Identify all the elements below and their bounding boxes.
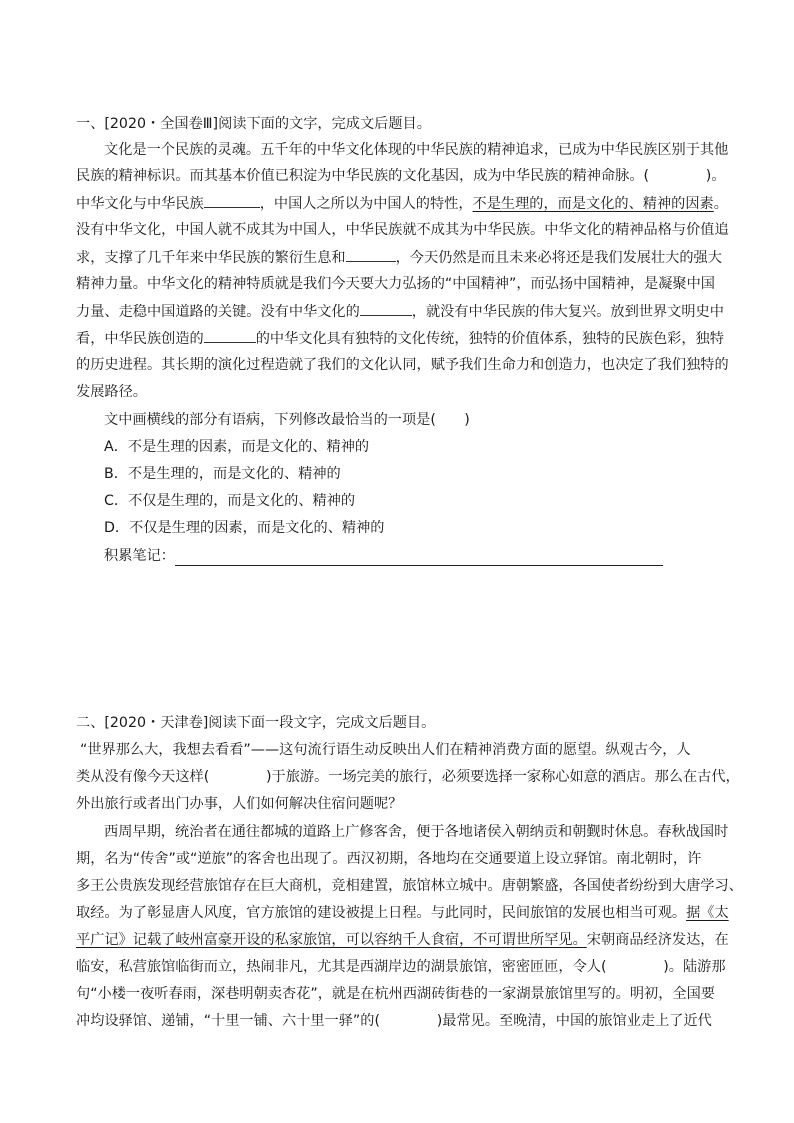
q2-para-line: 句“小楼一夜听春雨，深巷明朝卖杏花”，就是在杭州西湖砖街巷的一家湖景旅馆里写的。明初，全国要 (76, 986, 715, 1002)
q2-para-line (76, 1011, 712, 1031)
q1-heading: 一、[2020・全国卷Ⅲ]阅读下面的文字，完成文后题目。 (76, 116, 431, 132)
fill-blank-4[interactable] (204, 328, 256, 343)
q1-para-text: 。 (711, 168, 726, 184)
answer-blank-paren[interactable] (380, 1011, 437, 1031)
q1-para-line: 精神力量。中华文化的精神特质就是我们今天要大力弘扬的“中国精神”，而弘扬中国精神，是凝聚中国 (76, 276, 715, 292)
q1-question: 文中画横线的部分有语病，下列修改最恰当的一项是( ) (104, 412, 470, 428)
q2-para-line: 期，名为“传舍”或“逆旅”的客舍也出现了。西汉初期，各地均在交通要道上设立驿馆。南北朝时，许 (76, 851, 702, 867)
answer-blank-paren[interactable] (606, 957, 663, 977)
q1-para-text: ，今天仍然是而且未来必将还是我们发展壮大的强大 (395, 250, 722, 266)
q2-para-text: 临安，私营旅馆临街而立，热闹非凡，尤其是西湖岸边的湖景旅馆，密密匝匝，令人( (76, 959, 607, 975)
q2-para-text: 取经。为了彰显唐人风度，官方旅馆的建设被提上日程。与此同时，民间旅馆的发展也相当可观。 (76, 905, 687, 921)
q2-para-text: )于旅游。一场完美的旅行，必须要选择一家称心如意的酒店。那么在古代， (266, 769, 740, 785)
q2-para-text: 类从没有像今天这样( (76, 769, 210, 785)
underlined-sentence: 平广记》记载了岐州富豪开设的私家旅馆，可以容纳千人食宿，不可谓世所罕见。 (76, 932, 587, 948)
q1-para-text: 中华文化与中华民族 (76, 196, 204, 212)
q1-para-text: 求，支撑了几千年来中华民族的繁衍生息和 (76, 250, 346, 266)
q2-para-text: 冲均设驿馆、递铺，“十里一铺、六十里一驿”的( (76, 1013, 380, 1029)
q2-para-line: 多王公贵族发现经营旅馆存在巨大商机，竞相建置，旅馆林立城中。唐朝繁盛，各国使者纷纷到大唐学习、 (76, 878, 743, 894)
option-b[interactable]: B．不是生理的，而是文化的、精神的 (104, 466, 341, 482)
q2-para-line (76, 903, 729, 923)
q1-para-line (76, 166, 726, 186)
q2-para-line: “世界那么大，我想去看看”——这句流行语生动反映出人们在精神消费方面的愿望。纵观古今，人 (80, 742, 691, 758)
q2-para-line: 西周早期，统治者在通往都城的道路上广修客舍，便于各地诸侯入朝纳贡和朝觐时休息。春秋战国时 (104, 824, 729, 840)
q1-para-line (76, 301, 724, 322)
q1-para-line (76, 247, 722, 268)
q1-para-text: 的中华文化具有独特的文化传统，独特的价值体系，独特的民族色彩，独特 (255, 331, 724, 347)
q2-para-text: 宋朝商品经济发达，在 (586, 932, 729, 948)
q2-heading: 二、[2020・天津卷]阅读下面一段文字，完成文后题目。 (76, 715, 436, 731)
answer-blank-paren[interactable] (209, 767, 266, 787)
underlined-sentence: 据《太 (686, 905, 729, 921)
q1-para-line: 的历史进程。其长期的演化过程造就了我们的文化认同，赋予我们生命力和创造力，也决定了我们独特的 (76, 357, 729, 373)
q2-para-line (76, 930, 729, 950)
fill-blank-3[interactable] (360, 301, 412, 316)
fill-blank-2[interactable] (346, 247, 396, 262)
q1-para-text: 。 (713, 196, 728, 212)
q1-para-text: 民族的精神标识。而其基本价值已积淀为中华民族的文化基因，成为中华民族的精神命脉。 (76, 168, 644, 184)
notes-label: 积累笔记： (104, 548, 175, 564)
q1-para-line: 发展路径。 (76, 384, 147, 400)
underlined-sentence: 不是生理的，而是文化的、精神的因素 (472, 196, 714, 212)
fill-blank-1[interactable] (204, 193, 260, 208)
q1-para-text: ，中国人之所以为中国人的特性， (259, 196, 473, 212)
q2-para-line (76, 767, 740, 787)
q1-para-line: 文化是一个民族的灵魂。五千年的中华文化体现的中华民族的精神追求，已成为中华民族区别于其他 (104, 142, 729, 158)
q2-para-text: )。陆游那 (663, 959, 726, 975)
option-d[interactable]: D．不仅是生理的因素，而是文化的、精神的 (104, 520, 385, 536)
notes-line[interactable] (175, 565, 663, 566)
answer-blank-paren[interactable]: ( ) (643, 168, 712, 184)
q2-para-text: )最常见。至晚清，中国的旅馆业走上了近代 (436, 1013, 712, 1029)
q1-para-text: ，就没有中华民族的伟大复兴。放到世界文明史中 (411, 304, 724, 320)
q1-para-line (76, 328, 724, 349)
q1-para-text: 力量、走稳中国道路的关键。没有中华文化的 (76, 304, 360, 320)
q1-para-line: 没有中华文化，中国人就不成其为中国人，中华民族就不成其为中华民族。中华文化的精神品格与价值追 (76, 222, 729, 238)
option-c[interactable]: C．不仅是生理的，而是文化的、精神的 (104, 493, 356, 509)
q2-para-line: 外出旅行或者出门办事，人们如何解决住宿问题呢？ (76, 796, 403, 812)
q2-para-line (76, 957, 726, 977)
q1-para-line (76, 193, 728, 214)
q1-para-text: 看，中华民族创造的 (76, 331, 204, 347)
option-a[interactable]: A．不是生理的因素，而是文化的、精神的 (104, 439, 370, 455)
